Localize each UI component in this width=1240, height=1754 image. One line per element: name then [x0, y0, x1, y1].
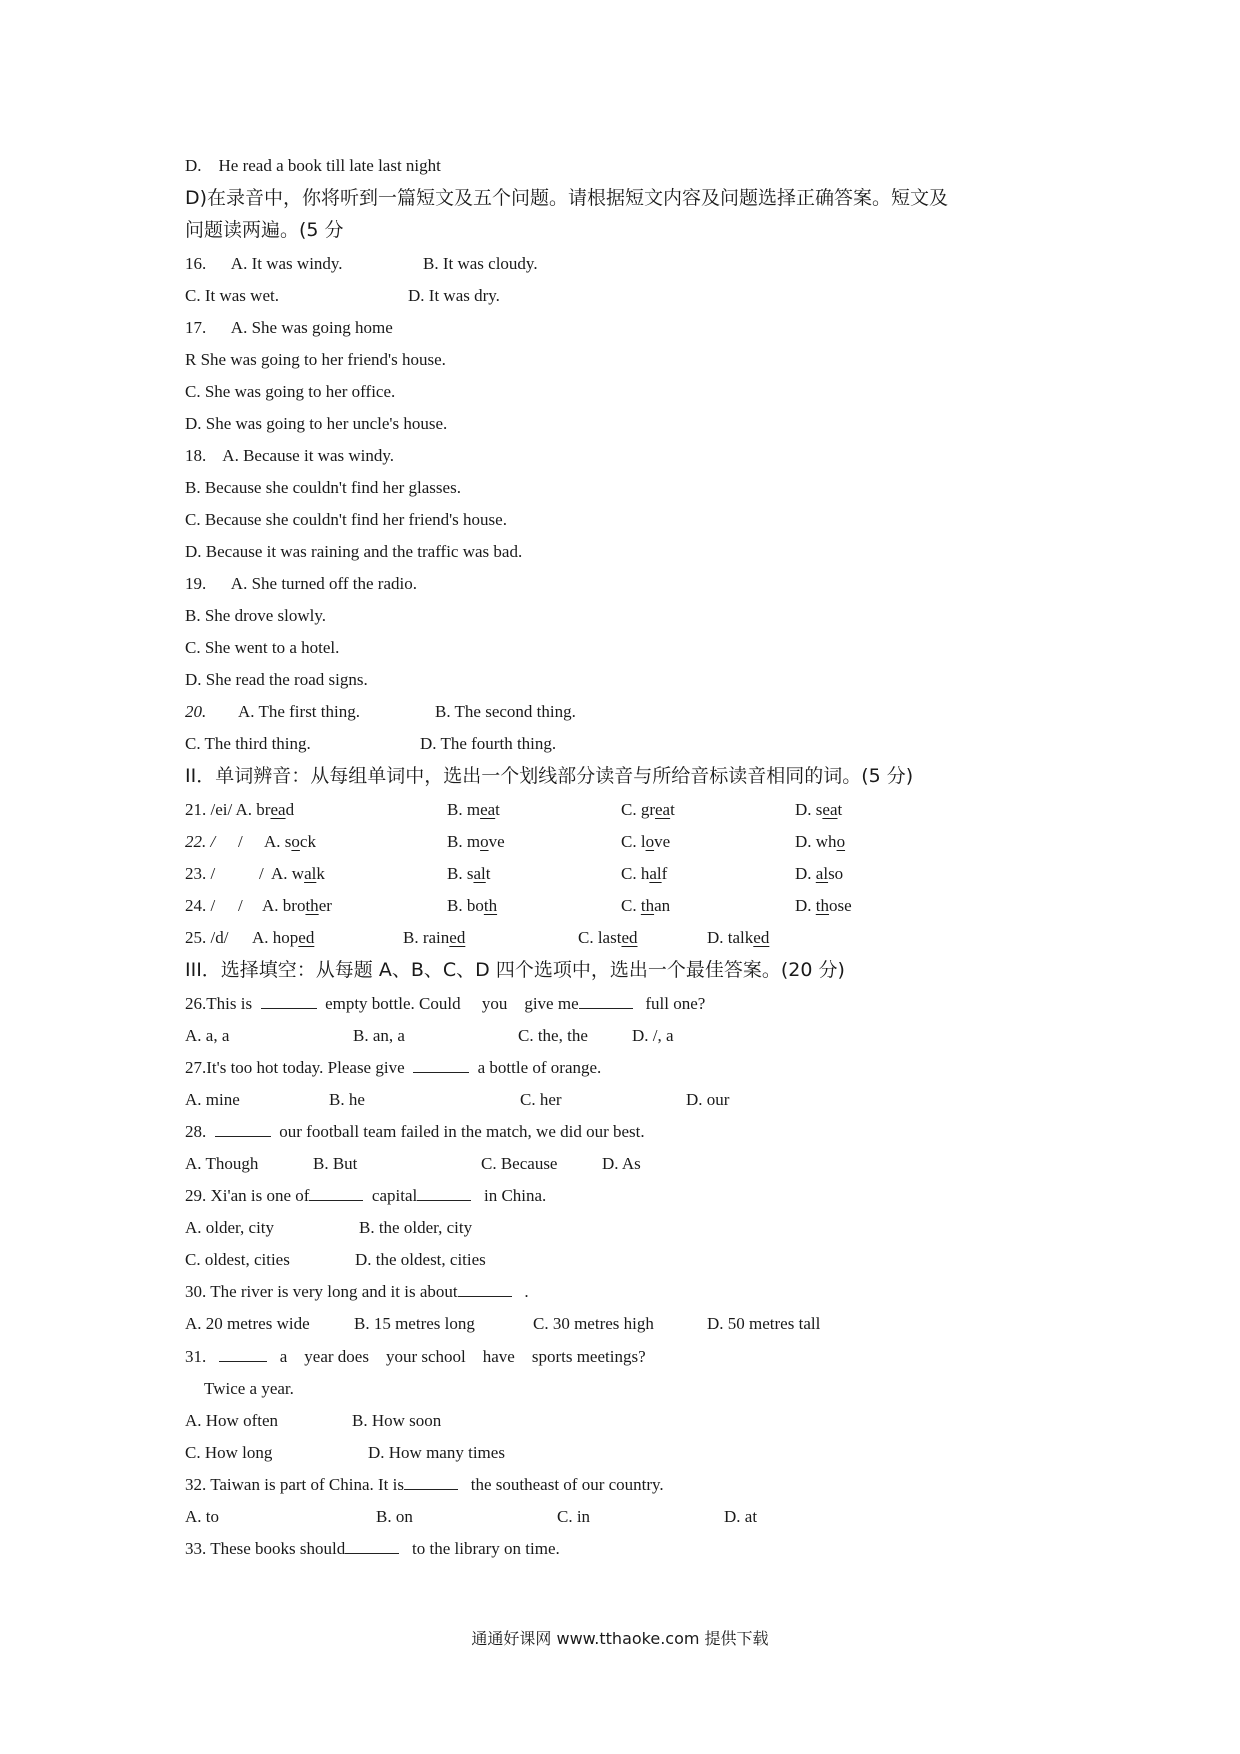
question-31-answer: Twice a year.	[204, 1379, 294, 1398]
section-2-heading: II．单词辨音：从每组单词中，选出一个划线部分读音与所给音标读音相同的词。(5 分)	[185, 765, 914, 787]
question-29-option-b: B. the older, city	[359, 1218, 473, 1237]
question-30-option-c: C. 30 metres high	[533, 1314, 654, 1333]
question-25-number: 25. /d/	[185, 928, 229, 947]
question-21-option-d: D. seat	[795, 800, 843, 819]
question-26-option-a: A. a, a	[185, 1026, 230, 1045]
question-23-option-d: D. also	[795, 864, 844, 883]
answer-blank	[404, 1475, 458, 1490]
question-21-option-a: 21. /ei/ A. bread	[185, 800, 295, 819]
phonetic-symbol: /	[259, 864, 264, 883]
question-23-number: 23. /	[185, 864, 216, 883]
question-16-option-b: B. It was cloudy.	[423, 254, 538, 273]
answer-blank	[458, 1282, 512, 1297]
question-19-option-a: 19. A. She turned off the radio.	[185, 574, 417, 593]
question-29-option-d: D. the oldest, cities	[355, 1250, 486, 1269]
question-31-option-a: A. How often	[185, 1411, 279, 1430]
question-27-option-c: C. her	[520, 1090, 562, 1109]
question-32-option-a: A. to	[185, 1507, 219, 1526]
answer-blank	[219, 1347, 267, 1362]
page-footer: 通通好课网 www.tthaoke.com 提供下载	[471, 1629, 769, 1648]
question-26-option-c: C. the, the	[518, 1026, 588, 1045]
question-28-option-b: B. But	[313, 1154, 358, 1173]
question-31-stem: 31. a year does your school have sports meetings?	[185, 1347, 646, 1366]
answer-blank	[345, 1539, 399, 1554]
question-24-option-b: B. both	[447, 896, 498, 915]
question-31-option-b: B. How soon	[352, 1411, 442, 1430]
question-18-option-d: D. Because it was raining and the traffic was bad.	[185, 542, 523, 561]
question-18-option-b: B. Because she couldn't find her glasses.	[185, 478, 461, 497]
question-32-option-d: D. at	[724, 1507, 758, 1526]
section-instruction: D)在录音中，你将听到一篇短文及五个问题。请根据短文内容及问题选择正确答案。短文及	[185, 187, 949, 209]
question-29-stem: 29. Xi'an is one of capital in China.	[185, 1186, 547, 1205]
question-17-option-c: C. She was going to her office.	[185, 382, 396, 401]
question-25-option-a: A. hoped	[252, 928, 315, 947]
answer-blank	[417, 1186, 471, 1201]
question-19-option-c: C. She went to a hotel.	[185, 638, 340, 657]
question-28-option-a: A. Though	[185, 1154, 259, 1173]
question-16-option-c: C. It was wet.	[185, 286, 279, 305]
question-26-option-b: B. an, a	[353, 1026, 405, 1045]
answer-blank	[309, 1186, 363, 1201]
question-24-option-c: C. than	[621, 896, 671, 915]
question-22-option-c: C. love	[621, 832, 671, 851]
question-22-option-a: A. sock	[264, 832, 316, 851]
question-31-option-c: C. How long	[185, 1443, 273, 1462]
question-17-option-a: 17. A. She was going home	[185, 318, 393, 337]
answer-blank	[261, 994, 317, 1009]
question-27-option-d: D. our	[686, 1090, 730, 1109]
question-21-option-c: C. great	[621, 800, 675, 819]
question-27-stem: 27.It's too hot today. Please give a bottle of orange.	[185, 1058, 602, 1077]
question-26-stem: 26.This is empty bottle. Could you give me full one?	[185, 994, 706, 1013]
phonetic-symbol: /	[238, 896, 243, 915]
question-23-option-c: C. half	[621, 864, 668, 883]
answer-blank	[215, 1122, 271, 1137]
question-20-option-a: A. The first thing.	[238, 702, 360, 721]
question-18-option-a: 18. A. Because it was windy.	[185, 446, 395, 465]
question-29-option-a: A. older, city	[185, 1218, 275, 1237]
question-23-option-b: B. salt	[447, 864, 491, 883]
question-26-option-d: D. /, a	[632, 1026, 674, 1045]
question-17-option-b: R She was going to her friend's house.	[185, 350, 446, 369]
answer-blank	[579, 994, 633, 1009]
question-20-option-b: B. The second thing.	[435, 702, 576, 721]
question-20-option-d: D. The fourth thing.	[420, 734, 557, 753]
question-28-option-d: D. As	[602, 1154, 641, 1173]
question-19-option-d: D. She read the road signs.	[185, 670, 368, 689]
question-27-option-a: A. mine	[185, 1090, 240, 1109]
question-30-stem: 30. The river is very long and it is about .	[185, 1282, 529, 1301]
question-18-option-c: C. Because she couldn't find her friend's house.	[185, 510, 507, 529]
question-25-option-b: B. rained	[403, 928, 466, 947]
question-23-option-a: A. walk	[271, 864, 325, 883]
question-20-number: 20.	[185, 702, 207, 721]
question-20-option-c: C. The third thing.	[185, 734, 311, 753]
question-16-option-d: D. It was dry.	[408, 286, 500, 305]
question-25-option-d: D. talked	[707, 928, 770, 947]
question-24-number: 24. /	[185, 896, 216, 915]
question-27-option-b: B. he	[329, 1090, 365, 1109]
question-30-option-a: A. 20 metres wide	[185, 1314, 310, 1333]
question-31-option-d: D. How many times	[368, 1443, 505, 1462]
question-28-stem: 28. our football team failed in the match, we did our best.	[185, 1122, 645, 1141]
option-line: D. He read a book till late last night	[185, 156, 441, 175]
section-3-heading: III．选择填空：从每题 A、B、C、D 四个选项中，选出一个最佳答案。(20 分)	[185, 959, 845, 981]
question-16-option-a: 16. A. It was windy.	[185, 254, 343, 273]
question-22-number: 22. /	[185, 832, 216, 851]
question-25-option-c: C. lasted	[578, 928, 638, 947]
question-22-option-b: B. move	[447, 832, 505, 851]
question-24-option-d: D. those	[795, 896, 852, 915]
question-21-option-b: B. meat	[447, 800, 500, 819]
question-32-stem: 32. Taiwan is part of China. It is the southeast of our country.	[185, 1475, 664, 1494]
section-instruction: 问题读两遍。(5 分	[185, 219, 344, 241]
question-29-option-c: C. oldest, cities	[185, 1250, 290, 1269]
phonetic-symbol: /	[238, 832, 243, 851]
question-30-option-b: B. 15 metres long	[354, 1314, 475, 1333]
question-24-option-a: A. brother	[262, 896, 332, 915]
question-32-option-b: B. on	[376, 1507, 413, 1526]
question-33-stem: 33. These books should to the library on time.	[185, 1539, 560, 1558]
question-19-option-b: B. She drove slowly.	[185, 606, 327, 625]
question-22-option-d: D. who	[795, 832, 846, 851]
answer-blank	[413, 1058, 469, 1073]
question-32-option-c: C. in	[557, 1507, 591, 1526]
question-28-option-c: C. Because	[481, 1154, 558, 1173]
question-17-option-d: D. She was going to her uncle's house.	[185, 414, 448, 433]
question-30-option-d: D. 50 metres tall	[707, 1314, 821, 1333]
